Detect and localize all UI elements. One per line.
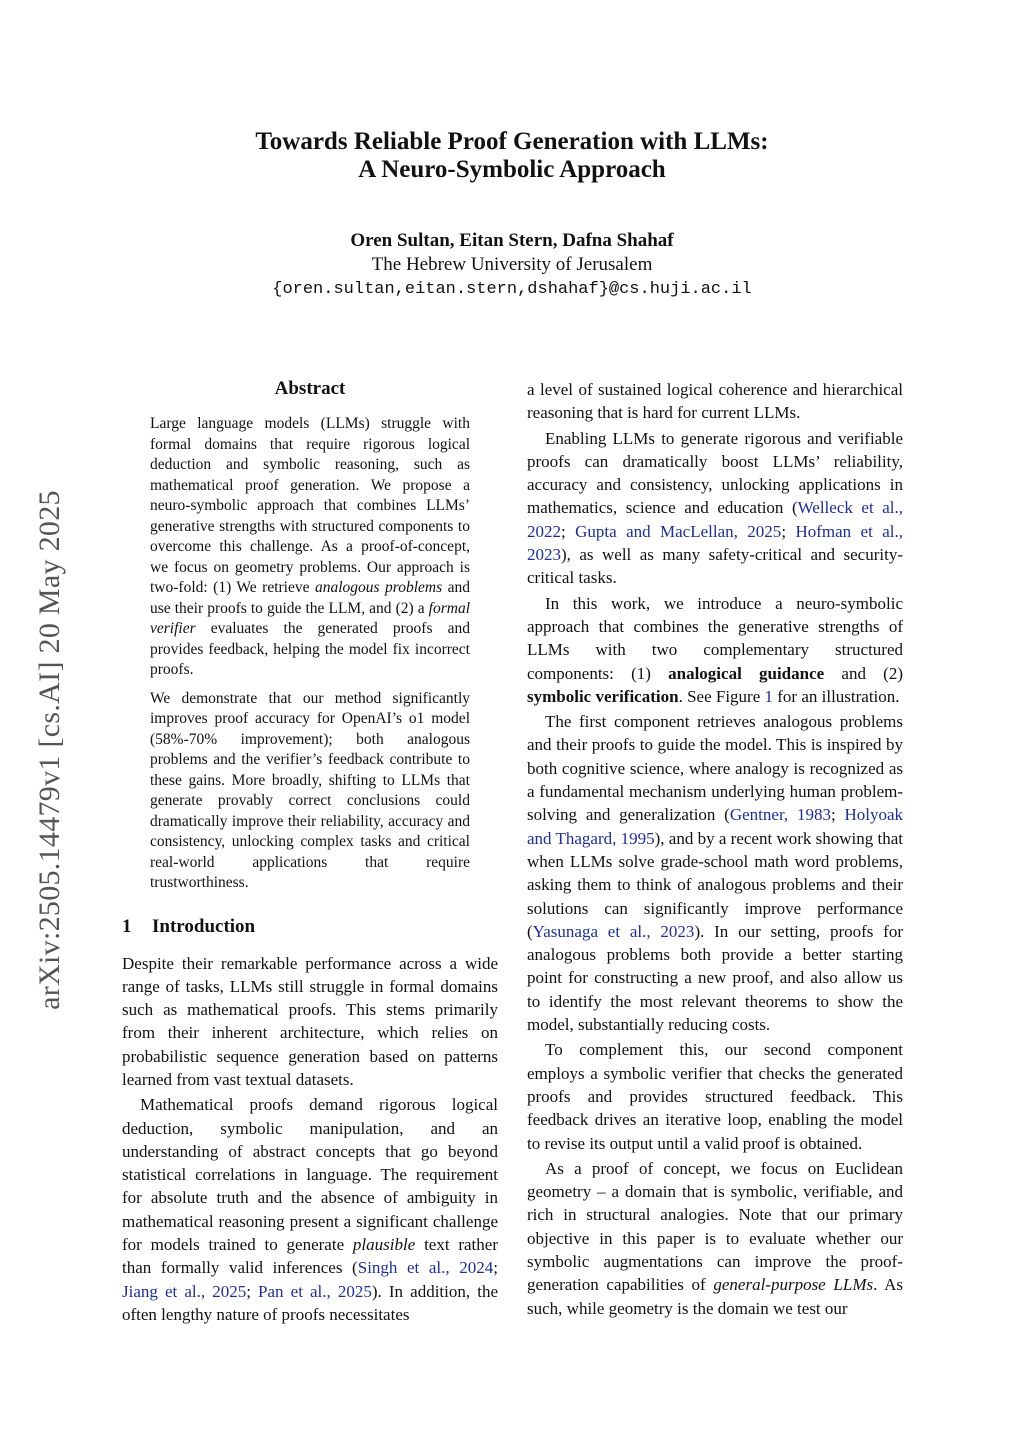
abstract-paragraph-2: We demonstrate that our method significantly improves proof accuracy for OpenAI’s o1 model (58%-70% improvement); both analogous problems and the verifier’s feedback contribute to these gains. More broadly, shifting to LLMs that generate provably correct conclusions could dramatically improve their reliability, accuracy and consistency, unlocking complex tasks and critical real-world applications that require trustworthiness. [150,689,470,891]
affiliation: The Hebrew University of Jerusalem [371,254,653,275]
body-text: Enabling LLMs to generate rigorous and verifiable proofs can dramatically boost LLMs’ reliability, accuracy and consistency, unlocking applications in mathematics, science and education ( [527,428,903,518]
citation-separator: ; [561,521,576,541]
intro-paragraph-2 [122,1093,498,1326]
intro-paragraph-1: Despite their remarkable performance across a wide range of tasks, LLMs still struggle in formal domains such as mathematical proofs. This stems primarily from their inherent architecture, which relies on probabilistic sequence generation based on patterns learned from vast textual datasets. [122,953,498,1089]
author-emails: {oren.sultan,eitan.stern,dshahaf}@cs.huji.ac.il [272,280,752,299]
abstract-text: evaluates the generated proofs and provides feedback, helping the model fix incorrect proofs. [150,620,470,678]
citation-separator: ; [830,805,845,825]
citation-link[interactable]: Yasunaga et al., 2023 [532,921,695,941]
title-line-2: A Neuro-Symbolic Approach [358,156,666,183]
body-bold: symbolic verification [527,686,679,706]
body-text: ). In our setting, proofs for analogous problems both provide a better starting point for constructing a new proof, and also allow us to identify the most relevant theorems to show the model, substantially reducing costs. [527,921,903,1035]
section-title: Introduction [152,915,256,937]
introduction-body [122,952,498,1327]
body-text: ), as well as many safety-critical and security-critical tasks. [527,545,903,588]
arxiv-identifier: arXiv:2505.14479v1 [cs.AI] 20 May 2025 [33,490,66,1010]
body-text: text rather than formally valid inferences ( [122,1235,498,1278]
abstract-emphasis: formal verifier [150,599,470,637]
abstract-text: and use their proofs to guide the LLM, and (2) a [150,579,470,617]
right-paragraph-2 [527,592,903,708]
citation-link[interactable]: Pan et al., 2025 [258,1281,372,1301]
body-text: In this work, we introduce a neuro-symbolic approach that combines the generative strengths of LLMs with two complementary structured components: (1) [527,593,903,683]
body-text: The first component retrieves analogous problems and their proofs to guide the model. This is inspired by both cognitive science, where analogy is recognized as a fundamental mechanism underlying human problem-solving and generalization ( [527,712,903,825]
right-paragraph-5 [527,1157,903,1320]
section-number: 1 [122,915,132,937]
author-names: Oren Sultan, Eitan Stern, Dafna Shahaf [350,230,674,251]
citation-separator: ; [246,1281,259,1301]
body-text: for an illustration. [773,686,900,706]
citation-link[interactable]: Gupta and MacLellan, 2025 [575,521,782,541]
body-text: ), and by a recent work showing that when LLMs solve grade-school math word problems, asking them to think of analogous problems and their solutions can significantly improve performance ( [527,828,903,941]
arxiv-sidebar [30,450,70,1050]
section-heading-introduction [122,916,498,938]
left-column [122,378,498,1328]
abstract-paragraph-1 [150,414,470,681]
body-text: As a proof of concept, we focus on Euclidean geometry – a domain that is symbolic, verifiable, and rich in structural analogies. Note that our primary objective in this paper is to evaluate whether our symbolic augmentations can improve the proof-generation capabilities of [527,1158,903,1295]
citation-link[interactable]: Singh et al., 2024 [357,1258,494,1278]
body-emphasis: plausible [352,1235,416,1255]
citation-link[interactable]: Welleck et al., 2022 [527,498,903,541]
right-paragraph-0: a level of sustained logical coherence and hierarchical reasoning that is hard for current LLMs. [527,380,903,423]
citation-separator: ; [781,521,796,541]
title-line-1: Towards Reliable Proof Generation with LLMs: [255,128,769,155]
body-emphasis: general-purpose LLMs [713,1275,874,1295]
citation-link[interactable]: Holyoak and Thagard, 1995 [527,805,903,848]
right-paragraph-3 [527,710,903,1036]
body-text: . See Figure [678,686,765,706]
citation-link[interactable]: Jiang et al., 2025 [122,1281,247,1301]
right-paragraph-4: To complement this, our second component employs a symbolic verifier that checks the generated proofs and provides structured feedback. This feedback drives an iterative loop, enabling the model to revise its output until a valid proof is obtained. [527,1040,903,1153]
paper-title [0,128,1024,184]
right-column [527,378,903,1322]
citation-link[interactable]: Hofman et al., 2023 [527,521,903,565]
body-text: Mathematical proofs demand rigorous logical deduction, symbolic manipulation, and an understanding of abstract concepts that go beyond statistical correlations in language. The requirement for absolute truth and the absence of ambiguity in mathematical reasoning present a significant challenge for models trained to generate [122,1095,498,1255]
citation-separator: ; [493,1258,498,1278]
abstract-heading: Abstract [274,378,346,399]
body-text: and (2) [824,663,903,683]
citation-link[interactable]: Gentner, 1983 [729,805,831,825]
abstract-emphasis: analogous problems [314,579,443,596]
figure-reference-link[interactable]: 1 [764,686,773,706]
right-paragraph-1 [527,427,903,590]
body-text: ). In addition, the often lengthy nature of proofs necessitates [122,1281,498,1324]
abstract-text: Large language models (LLMs) struggle with formal domains that require rigorous logical deduction and symbolic reasoning, such as mathematical proof generation. We propose a neuro-symbolic approach that combines LLMs’ generative strengths with structured components to overcome this challenge. As a proof-of-concept, we focus on geometry problems. Our approach is two-fold: (1) We retrieve [150,415,470,596]
abstract-body [150,414,470,894]
body-bold: analogical guidance [668,663,825,683]
body-text: . As such, while geometry is the domain we test our [527,1275,903,1318]
